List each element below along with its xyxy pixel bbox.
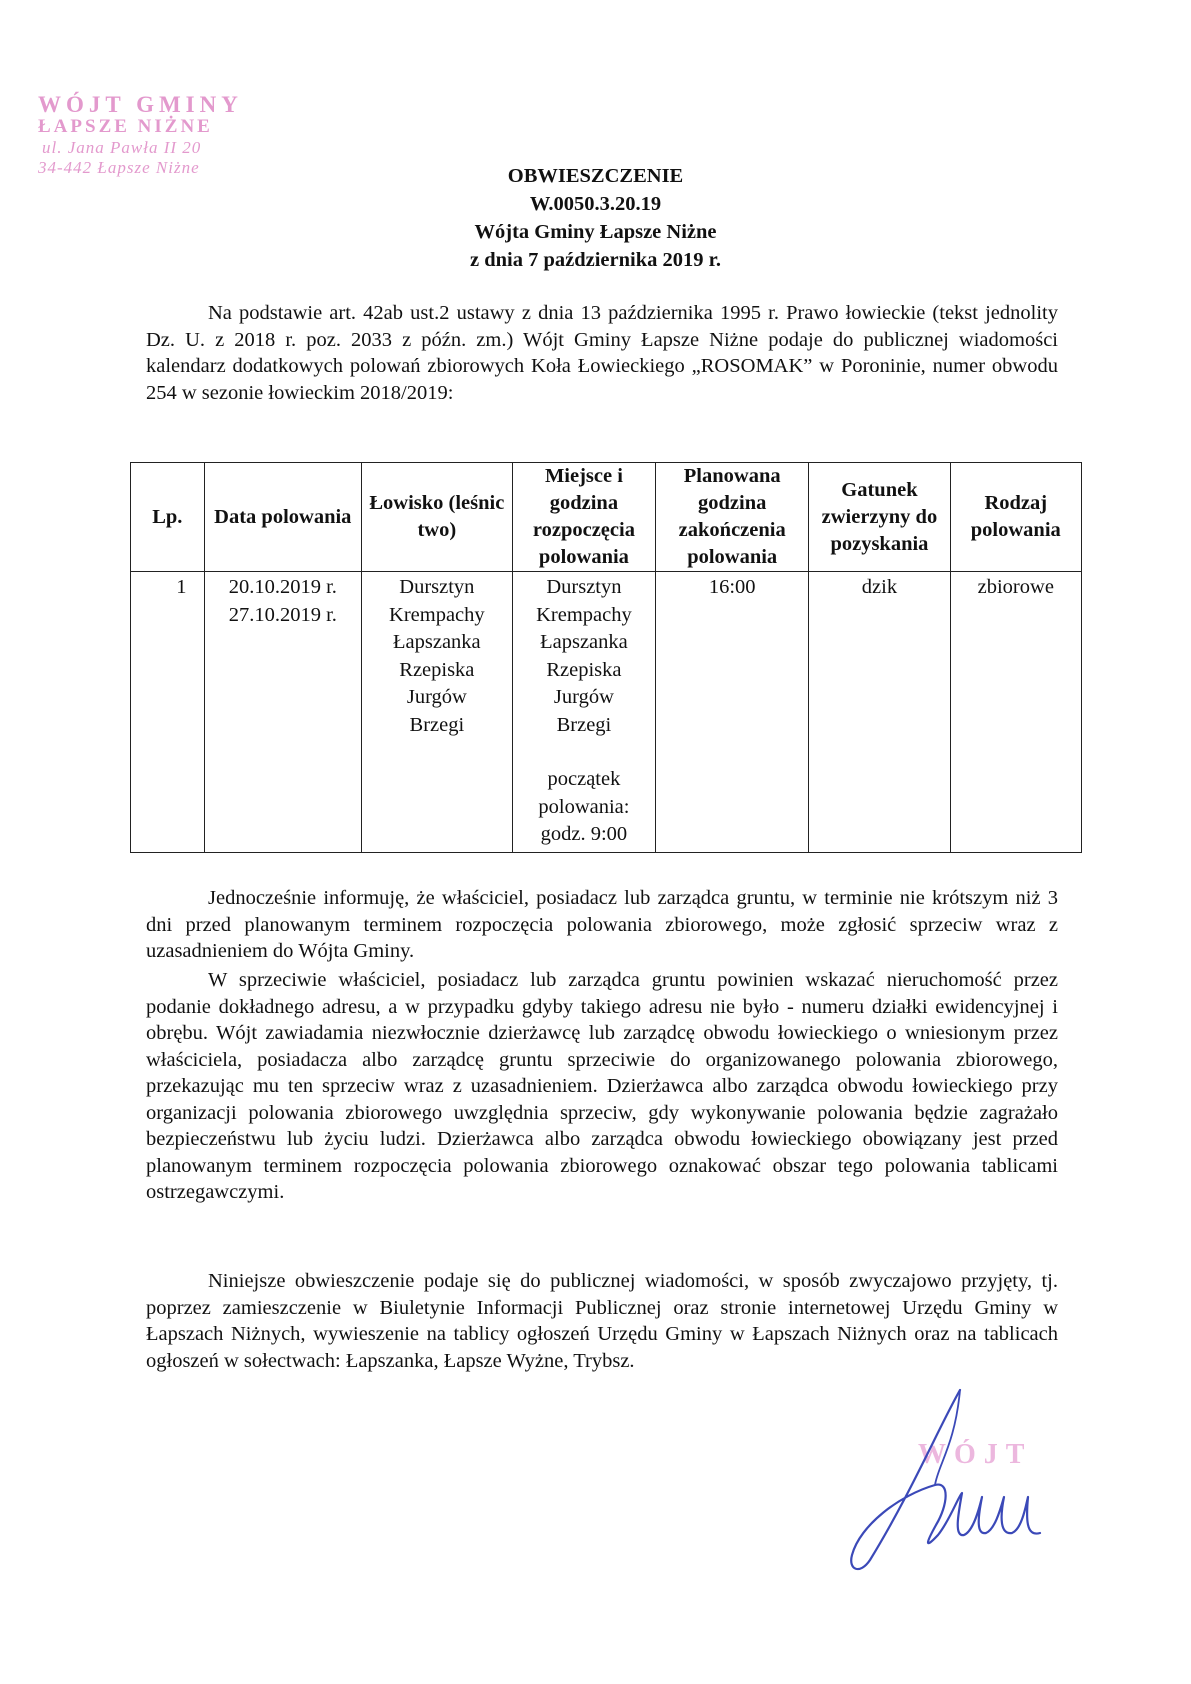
publication-paragraph: Niniejsze obwieszczenie podaje się do publicznej wiadomości, w sposób zwyczajowo przyjęty, tj. poprzez zamieszczenie w Biuletynie Informacji Publicznej oraz stronie internetowej Urzędu Gminy w Łapszach Niżnych, wywieszenie na tablicy ogłoszeń Urzędu Gminy w Łapszach Niżnych oraz na tablicach ogłoszeń w sołectwach: Łapszanka, Łapsze Wyżne, Trybsz. xyxy=(146,1270,1058,1372)
hunting-calendar-table xyxy=(130,462,1082,853)
lowisko-item: Łapszanka xyxy=(393,631,481,653)
wojt-stamp: WÓJT xyxy=(918,1439,1033,1470)
table-header-row xyxy=(131,463,1082,572)
cell-lp: 1 xyxy=(131,572,205,853)
cell-lowisko xyxy=(361,572,512,853)
miejsce-item: Łapszanka xyxy=(540,631,628,653)
miejsce-item: Krempachy xyxy=(536,603,632,626)
signature-icon xyxy=(840,1385,1070,1585)
lowisko-item: Jurgów xyxy=(406,686,467,708)
cell-rodzaj: zbiorowe xyxy=(950,572,1081,853)
stamp-line-3: ul. Jana Pawła II 20 xyxy=(42,138,202,157)
header-lp: Lp. xyxy=(131,463,205,572)
header-lowisko: Łowisko (leśnic two) xyxy=(361,463,512,572)
start-time-line-2: polowania: xyxy=(538,795,630,818)
stamp-line-4: 34-442 Łapsze Niżne xyxy=(38,158,200,177)
header-planowana: Planowana godzina zakończenia polowania xyxy=(656,463,809,572)
objection-paragraph: Jednocześnie informuję, że właściciel, posiadacz lub zarządca gruntu, w terminie nie krótszym niż 3 dni przed planowanym terminem rozpoczęcia polowania zbiorowego, może zgłosić sprzeciw wraz z uzasadnieniem do Wójta Gminy. xyxy=(146,887,1058,962)
header-miejsce: Miejsce i godzina rozpoczęcia polowania xyxy=(512,463,655,572)
lowisko-item: Brzegi xyxy=(409,713,465,736)
header-date: Data polowania xyxy=(204,463,361,572)
objection-details-paragraph: W sprzeciwie właściciel, posiadacz lub zarządca gruntu powinien wskazać nieruchomość przez podanie dokładnego adresu, a w przypadku gdyby takiego adresu nie było - numeru działki ewidencyjnej i obrębu. Wójt zawiadamia niezwłocznie dzierżawcę lub zarządcę obwodu łowieckiego o wniesionym przez właściciela, posiadacza albo zarządcę gruntu sprzeciwie do organizowanego polowania zbiorowego, przekazując mu ten sprzeciw wraz z uzasadnieniem. Dzierżawca albo zarządca obwodu łowieckiego przy organizacji polowania zbiorowego uwzględnia sprzeciw, gdy wykonywanie polowania będzie zagrażało bezpieczeństwu lub życiu ludzi. Dzierżawca albo zarządca obwodu łowieckiego obowiązany jest przed planowanym terminem rozpoczęcia polowania zbiorowego oznakować obszar tego polowania tablicami ostrzegawczymi. xyxy=(146,969,1058,1203)
intro-paragraph: Na podstawie art. 42ab ust.2 ustawy z dnia 13 października 1995 r. Prawo łowieckie (tekst jednolity Dz. U. z 2018 r. poz. 2033 z późn. zm.) Wójt Gminy Łapsze Niżne podaje do publicznej wiadomości kalendarz dodatkowych polowań zbiorowych Koła Łowieckiego „ROSOMAK” w Poroninie, numer obwodu 254 w sezonie łowieckim 2018/2019: xyxy=(146,302,1058,404)
date-2: 27.10.2019 r. xyxy=(228,603,337,626)
date-1: 20.10.2019 r. xyxy=(228,576,337,598)
spacer xyxy=(515,739,653,766)
start-time-line-1: początek xyxy=(547,768,621,790)
table-row xyxy=(131,572,1082,853)
start-time-line-3: godz. 9:00 xyxy=(540,823,628,845)
lowisko-item: Rzepiska xyxy=(399,658,475,681)
lowisko-item: Dursztyn xyxy=(399,576,475,598)
document-authority: Wójta Gminy Łapsze Niżne xyxy=(474,221,717,243)
cell-gatunek: dzik xyxy=(809,572,950,853)
miejsce-item: Jurgów xyxy=(553,686,614,708)
document-number: W.0050.3.20.19 xyxy=(529,193,662,215)
cell-miejsce xyxy=(512,572,655,853)
miejsce-item: Dursztyn xyxy=(546,576,622,598)
document-date: z dnia 7 października 2019 r. xyxy=(470,249,721,271)
header-gatunek: Gatunek zwierzyny do pozyskania xyxy=(809,463,950,572)
miejsce-item: Brzegi xyxy=(556,713,612,736)
stamp-line-1: WÓJT GMINY xyxy=(38,92,243,117)
miejsce-item: Rzepiska xyxy=(546,658,622,681)
cell-planowana: 16:00 xyxy=(656,572,809,853)
document-title: OBWIESZCZENIE xyxy=(507,165,684,187)
cell-date xyxy=(204,572,361,853)
lowisko-item: Krempachy xyxy=(389,603,485,626)
document-header xyxy=(0,162,1191,274)
stamp-line-2: ŁAPSZE NIŻNE xyxy=(38,116,213,137)
header-rodzaj: Rodzaj polowania xyxy=(950,463,1081,572)
